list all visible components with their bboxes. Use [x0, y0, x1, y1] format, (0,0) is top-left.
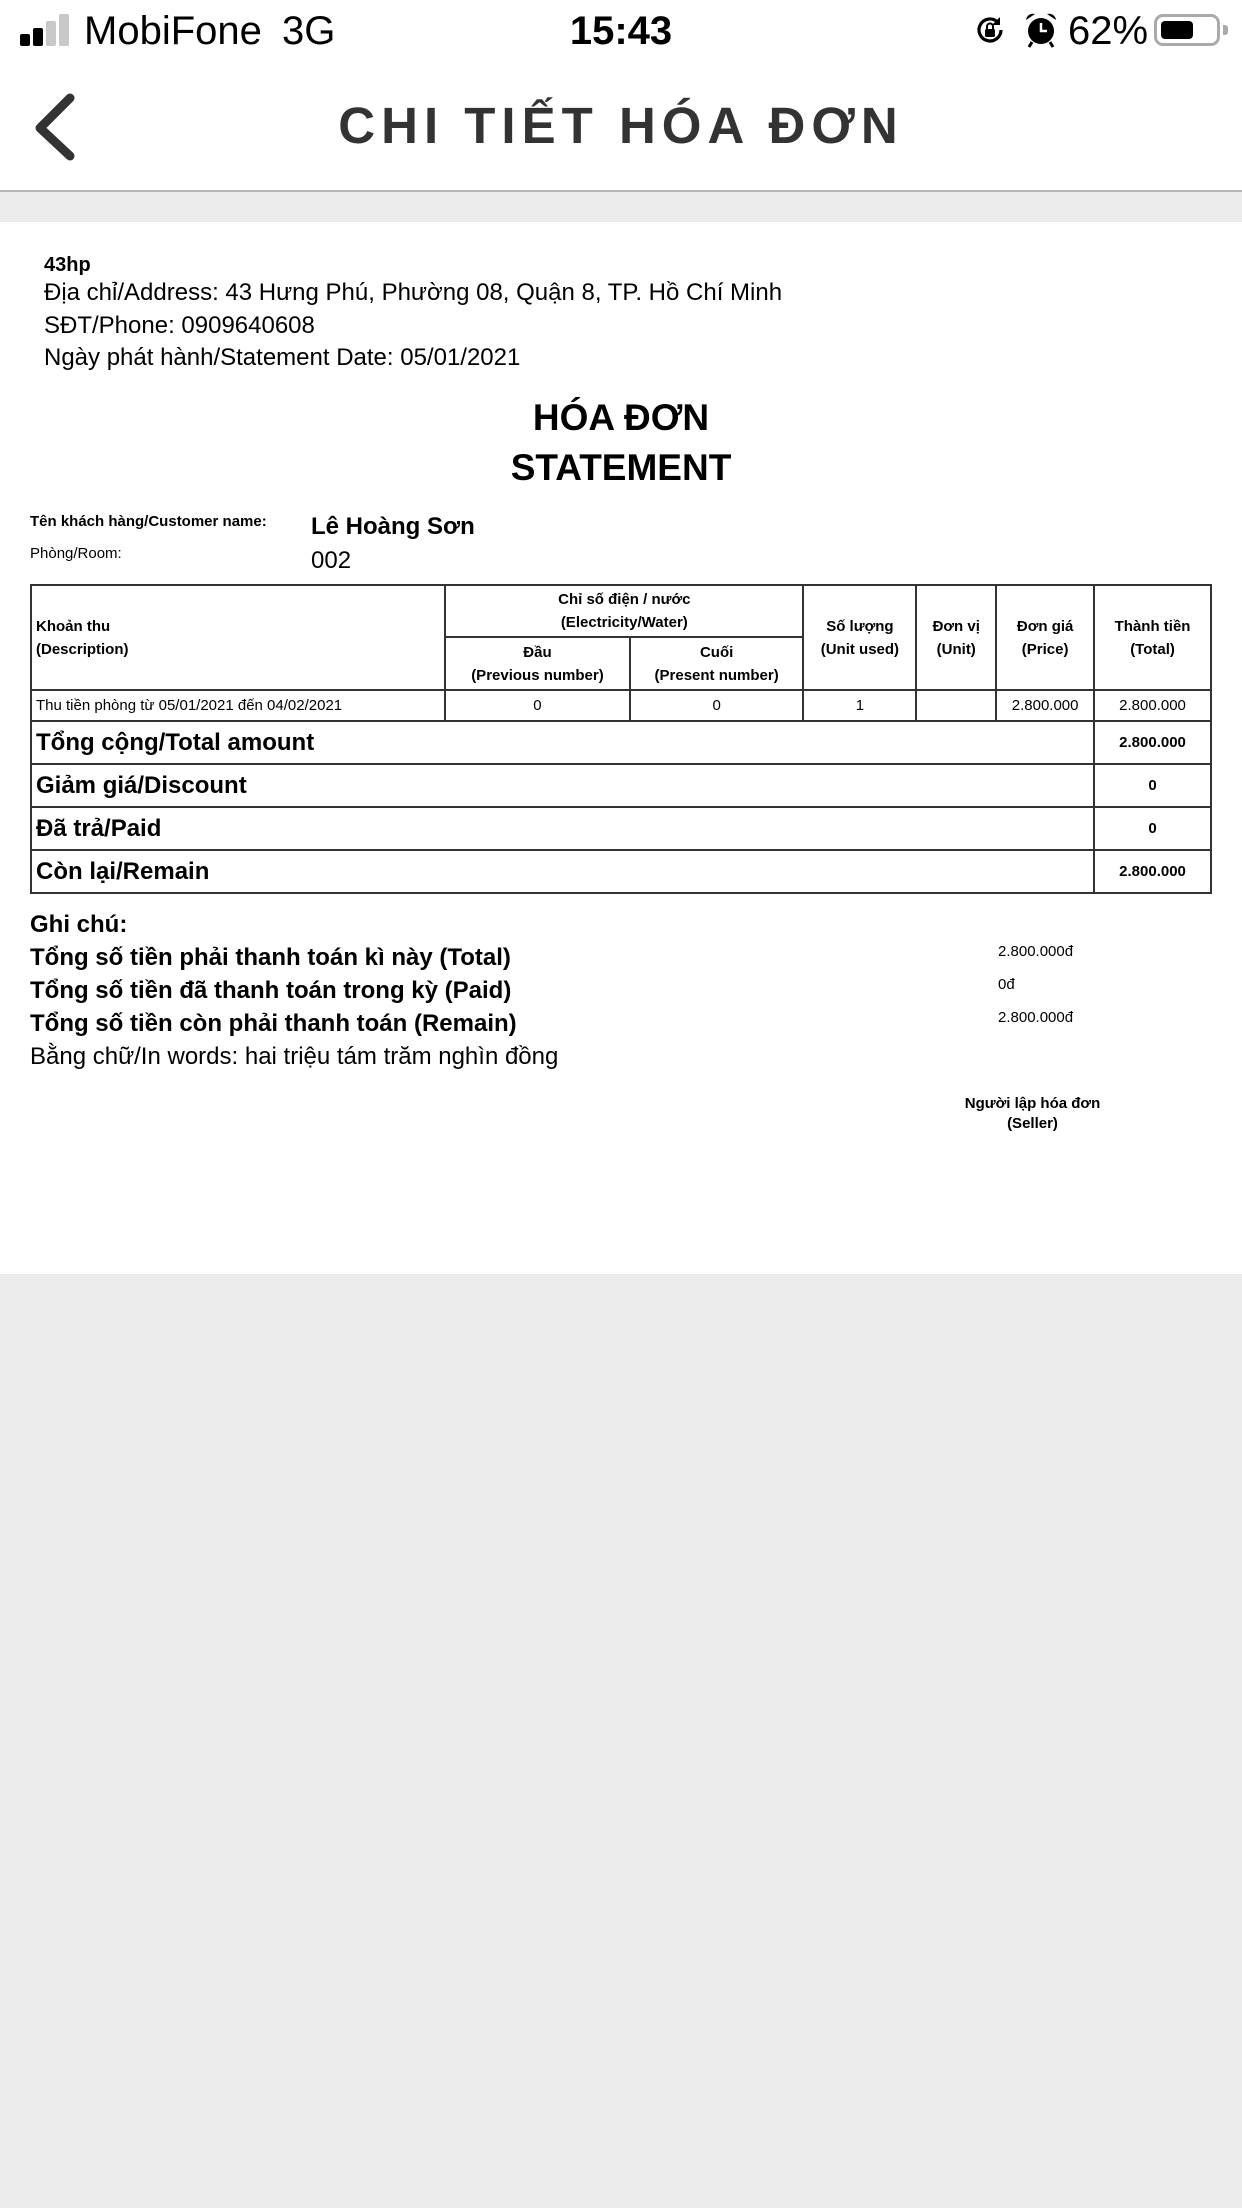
header-unit: Đơn vị (Unit) — [916, 585, 996, 690]
shop-address: Địa chỉ/Address: 43 Hưng Phú, Phường 08, Quận 8, TP. Hồ Chí Minh — [44, 279, 783, 306]
summary-label: Đã trả/Paid — [31, 807, 1094, 850]
cell-unit — [916, 690, 996, 721]
summary-value: 2.800.000 — [1094, 721, 1211, 764]
summary-value: 2.800.000 — [1094, 850, 1211, 893]
invoice-title-en: STATEMENT — [510, 447, 732, 488]
note-remain-label: Tổng số tiền còn phải thanh toán (Remain) — [30, 1010, 517, 1037]
notes-heading: Ghi chú: — [30, 911, 128, 938]
invoice-title-vi: HÓA ĐƠN — [532, 397, 710, 438]
page-title: CHI TIẾT HÓA ĐƠN — [338, 97, 904, 154]
cell-present: 0 — [630, 690, 804, 721]
note-total-label: Tổng số tiền phải thanh toán kì này (Total) — [30, 944, 511, 971]
room-number: 002 — [311, 547, 352, 574]
seller-signature-label: Người lập hóa đơn (Seller) — [964, 1095, 1101, 1132]
header-price: Đơn giá (Price) — [996, 585, 1094, 690]
battery-level-fill — [1161, 21, 1193, 39]
header-previous: Đầu (Previous number) — [445, 637, 630, 690]
shop-phone: SĐT/Phone: 0909640608 — [44, 312, 315, 339]
summary-value: 0 — [1094, 764, 1211, 807]
cell-price: 2.800.000 — [996, 690, 1094, 721]
statement-date: Ngày phát hành/Statement Date: 05/01/2021 — [44, 344, 521, 371]
note-paid-label: Tổng số tiền đã thanh toán trong kỳ (Paid) — [30, 977, 512, 1004]
note-total-value: 2.800.000đ — [998, 943, 1074, 960]
invoice-sheet — [0, 222, 1242, 1274]
header-present: Cuối (Present number) — [630, 637, 804, 690]
amount-in-words: Bằng chữ/In words: hai triệu tám trăm nghìn đồng — [30, 1043, 559, 1070]
room-label: Phòng/Room: — [30, 545, 122, 562]
customer-name: Lê Hoàng Sơn — [311, 513, 475, 540]
header-description: Khoản thu (Description) — [31, 585, 445, 690]
summary-value: 0 — [1094, 807, 1211, 850]
header-quantity: Số lượng (Unit used) — [803, 585, 916, 690]
cell-previous: 0 — [445, 690, 630, 721]
rotation-lock-icon — [974, 14, 1006, 46]
status-bar — [0, 0, 1242, 62]
cell-total: 2.800.000 — [1094, 690, 1211, 721]
status-time: 15:43 — [569, 9, 673, 53]
cell-quantity: 1 — [803, 690, 916, 721]
summary-row-total — [31, 721, 1211, 764]
note-remain-value: 2.800.000đ — [998, 1009, 1074, 1026]
summary-row-remain — [31, 850, 1211, 893]
battery-icon — [1154, 14, 1220, 46]
table-row — [31, 690, 1211, 721]
carrier-name: MobiFone — [84, 9, 262, 53]
summary-label: Còn lại/Remain — [31, 850, 1094, 893]
battery-percent: 62% — [1068, 9, 1149, 53]
invoice-table — [30, 584, 1212, 894]
network-type: 3G — [282, 9, 336, 53]
header-meter-group: Chỉ số điện / nước (Electricity/Water) — [445, 585, 803, 637]
shop-name: 43hp — [44, 254, 91, 276]
navigation-bar — [0, 62, 1242, 192]
summary-label: Tổng cộng/Total amount — [31, 721, 1094, 764]
note-paid-value: 0đ — [998, 976, 1015, 993]
customer-name-label: Tên khách hàng/Customer name: — [30, 513, 267, 530]
cell-description: Thu tiền phòng từ 05/01/2021 đến 04/02/2021 — [31, 690, 445, 721]
summary-label: Giảm giá/Discount — [31, 764, 1094, 807]
summary-row-paid — [31, 807, 1211, 850]
summary-row-discount — [31, 764, 1211, 807]
alarm-icon — [1024, 12, 1058, 48]
header-total: Thành tiền (Total) — [1094, 585, 1211, 690]
